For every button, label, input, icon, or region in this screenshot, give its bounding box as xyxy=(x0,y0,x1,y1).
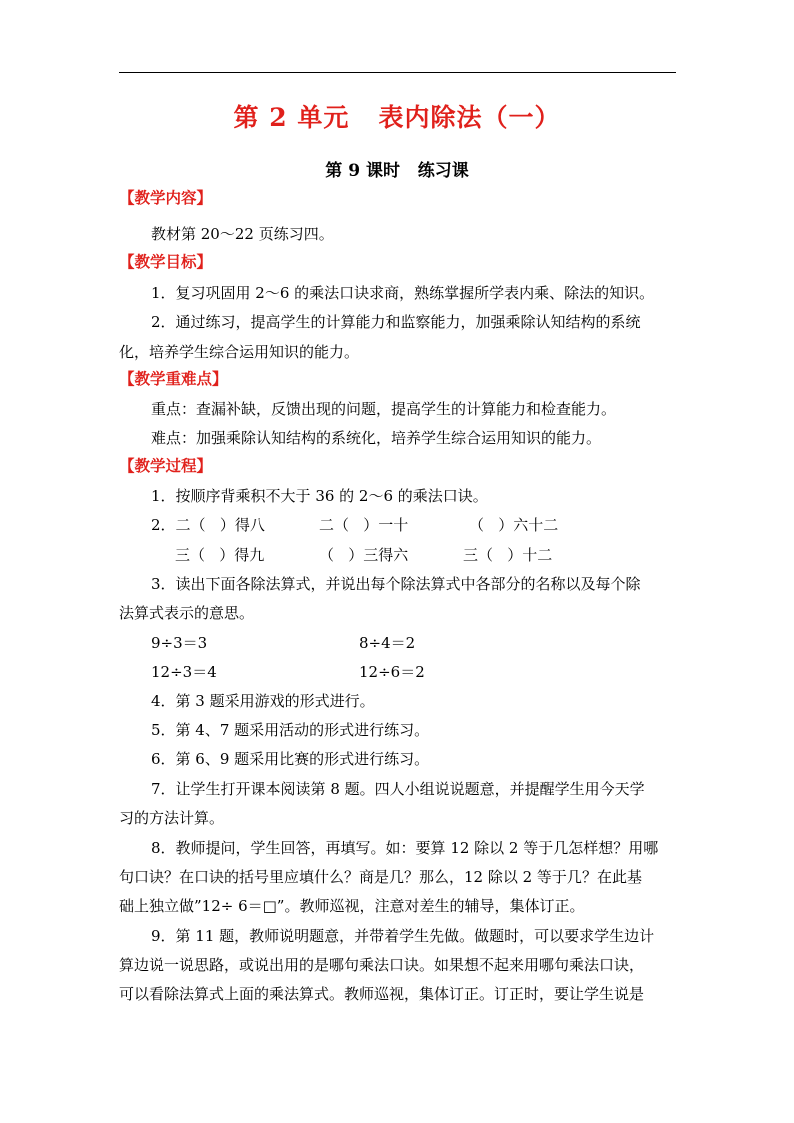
process-9-line-3: 可以看除法算式上面的乘法算式。教师巡视，集体订正。订正时，要让学生说是 xyxy=(119,985,645,1003)
content-text: 教材第 20～22 页练习四。 xyxy=(151,225,334,243)
key-point-1: 重点：查漏补缺，反馈出现的问题，提高学生的计算能力和检查能力。 xyxy=(151,400,617,418)
blank-item-3: （ ）六十二 xyxy=(469,516,559,534)
goal-1: 1．复习巩固用 2～6 的乘法口诀求商，熟练掌握所学表内乘、除法的知识。 xyxy=(151,284,655,302)
goal-2-line-2: 化，培养学生综合运用知识的能力。 xyxy=(119,343,360,361)
lesson-subtitle: 第 9 课时 练习课 xyxy=(325,161,469,181)
process-9-line-2: 算边说一说思路，或说出用的是哪句乘法口诀。如果想不起来用哪句乘法口诀， xyxy=(119,956,645,974)
page-title: 第 2 单元 表内除法（一） xyxy=(233,103,561,132)
process-6: 6．第 6、9 题采用比赛的形式进行练习。 xyxy=(151,750,430,768)
section-heading-goals: 【教学目标】 xyxy=(119,252,213,271)
process-9-line-1: 9．第 11 题，教师说明题意，并带着学生先做。做题时，可以要求学生边计 xyxy=(151,927,655,945)
process-8-line-3: 础上独立做”12÷ 6＝□”。教师巡视，注意对差生的辅导，集体订正。 xyxy=(119,897,585,915)
blank-item-5: （ ）三得六 xyxy=(319,546,409,564)
equation-1: 9÷3＝3 xyxy=(151,634,208,652)
process-8-line-2: 句口诀？在口诀的括号里应填什么？商是几？那么，12 除以 2 等于几？在此基 xyxy=(119,868,642,886)
section-heading-process: 【教学过程】 xyxy=(119,456,213,475)
key-point-2: 难点：加强乘除认知结构的系统化，培养学生综合运用知识的能力。 xyxy=(151,429,602,447)
goal-2-line-1: 2．通过练习，提高学生的计算能力和监察能力，加强乘除认知结构的系统 xyxy=(151,313,641,331)
blank-item-1: 2．二（ ）得八 xyxy=(151,516,265,534)
blank-item-4: 三（ ）得九 xyxy=(175,546,265,564)
process-4: 4．第 3 题采用游戏的形式进行。 xyxy=(151,692,375,710)
process-5: 5．第 4、7 题采用活动的形式进行练习。 xyxy=(151,721,430,739)
equation-3: 12÷3＝4 xyxy=(151,663,217,681)
equation-2: 8÷4＝2 xyxy=(359,634,416,652)
header-rule xyxy=(119,72,676,73)
process-7-line-2: 习的方法计算。 xyxy=(119,809,225,827)
section-heading-content: 【教学内容】 xyxy=(119,188,213,207)
process-3-line-1: 3．读出下面各除法算式，并说出每个除法算式中各部分的名称以及每个除 xyxy=(151,575,641,593)
process-3-line-2: 法算式表示的意思。 xyxy=(119,604,255,622)
process-1: 1．按顺序背乘积不大于 36 的 2～6 的乘法口诀。 xyxy=(151,487,488,505)
section-heading-key-points: 【教学重难点】 xyxy=(119,369,228,388)
blank-item-6: 三（ ）十二 xyxy=(463,546,553,564)
process-7-line-1: 7．让学生打开课本阅读第 8 题。四人小组说说题意，并提醒学生用今天学 xyxy=(151,780,645,798)
equation-4: 12÷6＝2 xyxy=(359,663,425,681)
process-8-line-1: 8．教师提问，学生回答，再填写。如：要算 12 除以 2 等于几怎样想？用哪 xyxy=(151,839,659,857)
blank-item-2: 二（ ）一十 xyxy=(319,516,409,534)
